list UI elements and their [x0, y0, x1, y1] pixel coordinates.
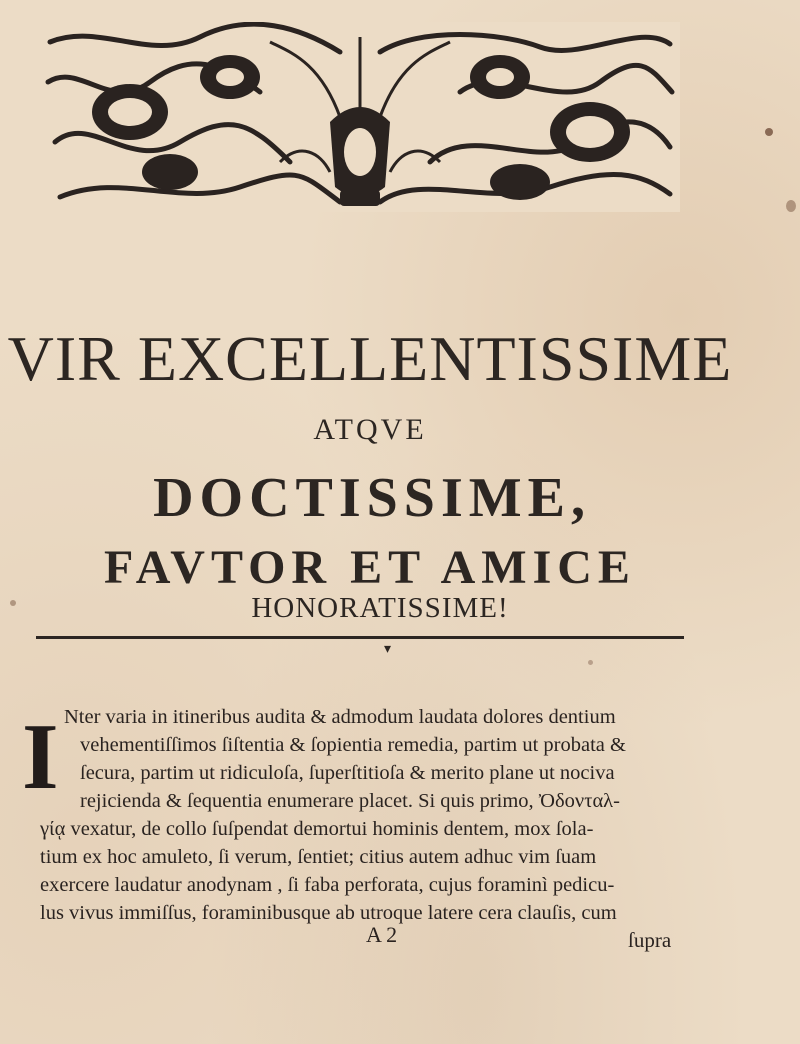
paper-stain	[588, 660, 593, 665]
paper-stain	[786, 200, 796, 212]
heading-line-doctissime: DOCTISSIME,	[153, 467, 591, 529]
body-line: rejicienda & ſequentia enumerare placet. Si quis primo, Ὀδονταλ-	[80, 790, 620, 812]
heading-line-vir-excellentissime: VIR EXCELLENTISSIME	[7, 323, 733, 394]
heading-line-honoratissime: HONORATISSIME!	[251, 592, 509, 624]
floral-ornament-headpiece	[40, 22, 680, 212]
body-line: ſecura, partim ut ridiculoſa, ſuperſtitioſa & merito plane ut nociva	[80, 762, 615, 784]
catchword: ſupra	[628, 928, 672, 952]
body-line: lus vivus immiſſus, foraminibusque ab utroque latere cera clauſis, cum	[40, 902, 617, 924]
paper-stain	[10, 600, 16, 606]
body-line: γίᾳ vexatur, de collo ſuſpendat demortui hominis dentem, mox ſola-	[40, 818, 594, 840]
body-line: exercere laudatur anodynam , ſi faba perforata, cujus foraminì pedicu-	[40, 874, 615, 896]
body-line: tium ex hoc amuleto, ſi verum, ſentiet; citius autem adhuc vim ſuam	[40, 846, 597, 868]
drop-cap: I	[22, 705, 59, 809]
body-line: Nter varia in itineribus audita & admodum laudata dolores dentium	[64, 706, 616, 728]
paper-stain	[765, 128, 773, 136]
heading-line-favtor-et-amice: FAVTOR ET AMICE	[104, 541, 636, 594]
horizontal-rule	[36, 636, 684, 639]
body-line: vehementiſſimos ſiſtentia & ſopientia remedia, partim ut probata &	[80, 734, 626, 756]
heading-line-atqve: ATQVE	[313, 413, 427, 446]
rule-ornament-icon: ▾	[384, 641, 392, 657]
signature-mark: A 2	[366, 922, 398, 947]
